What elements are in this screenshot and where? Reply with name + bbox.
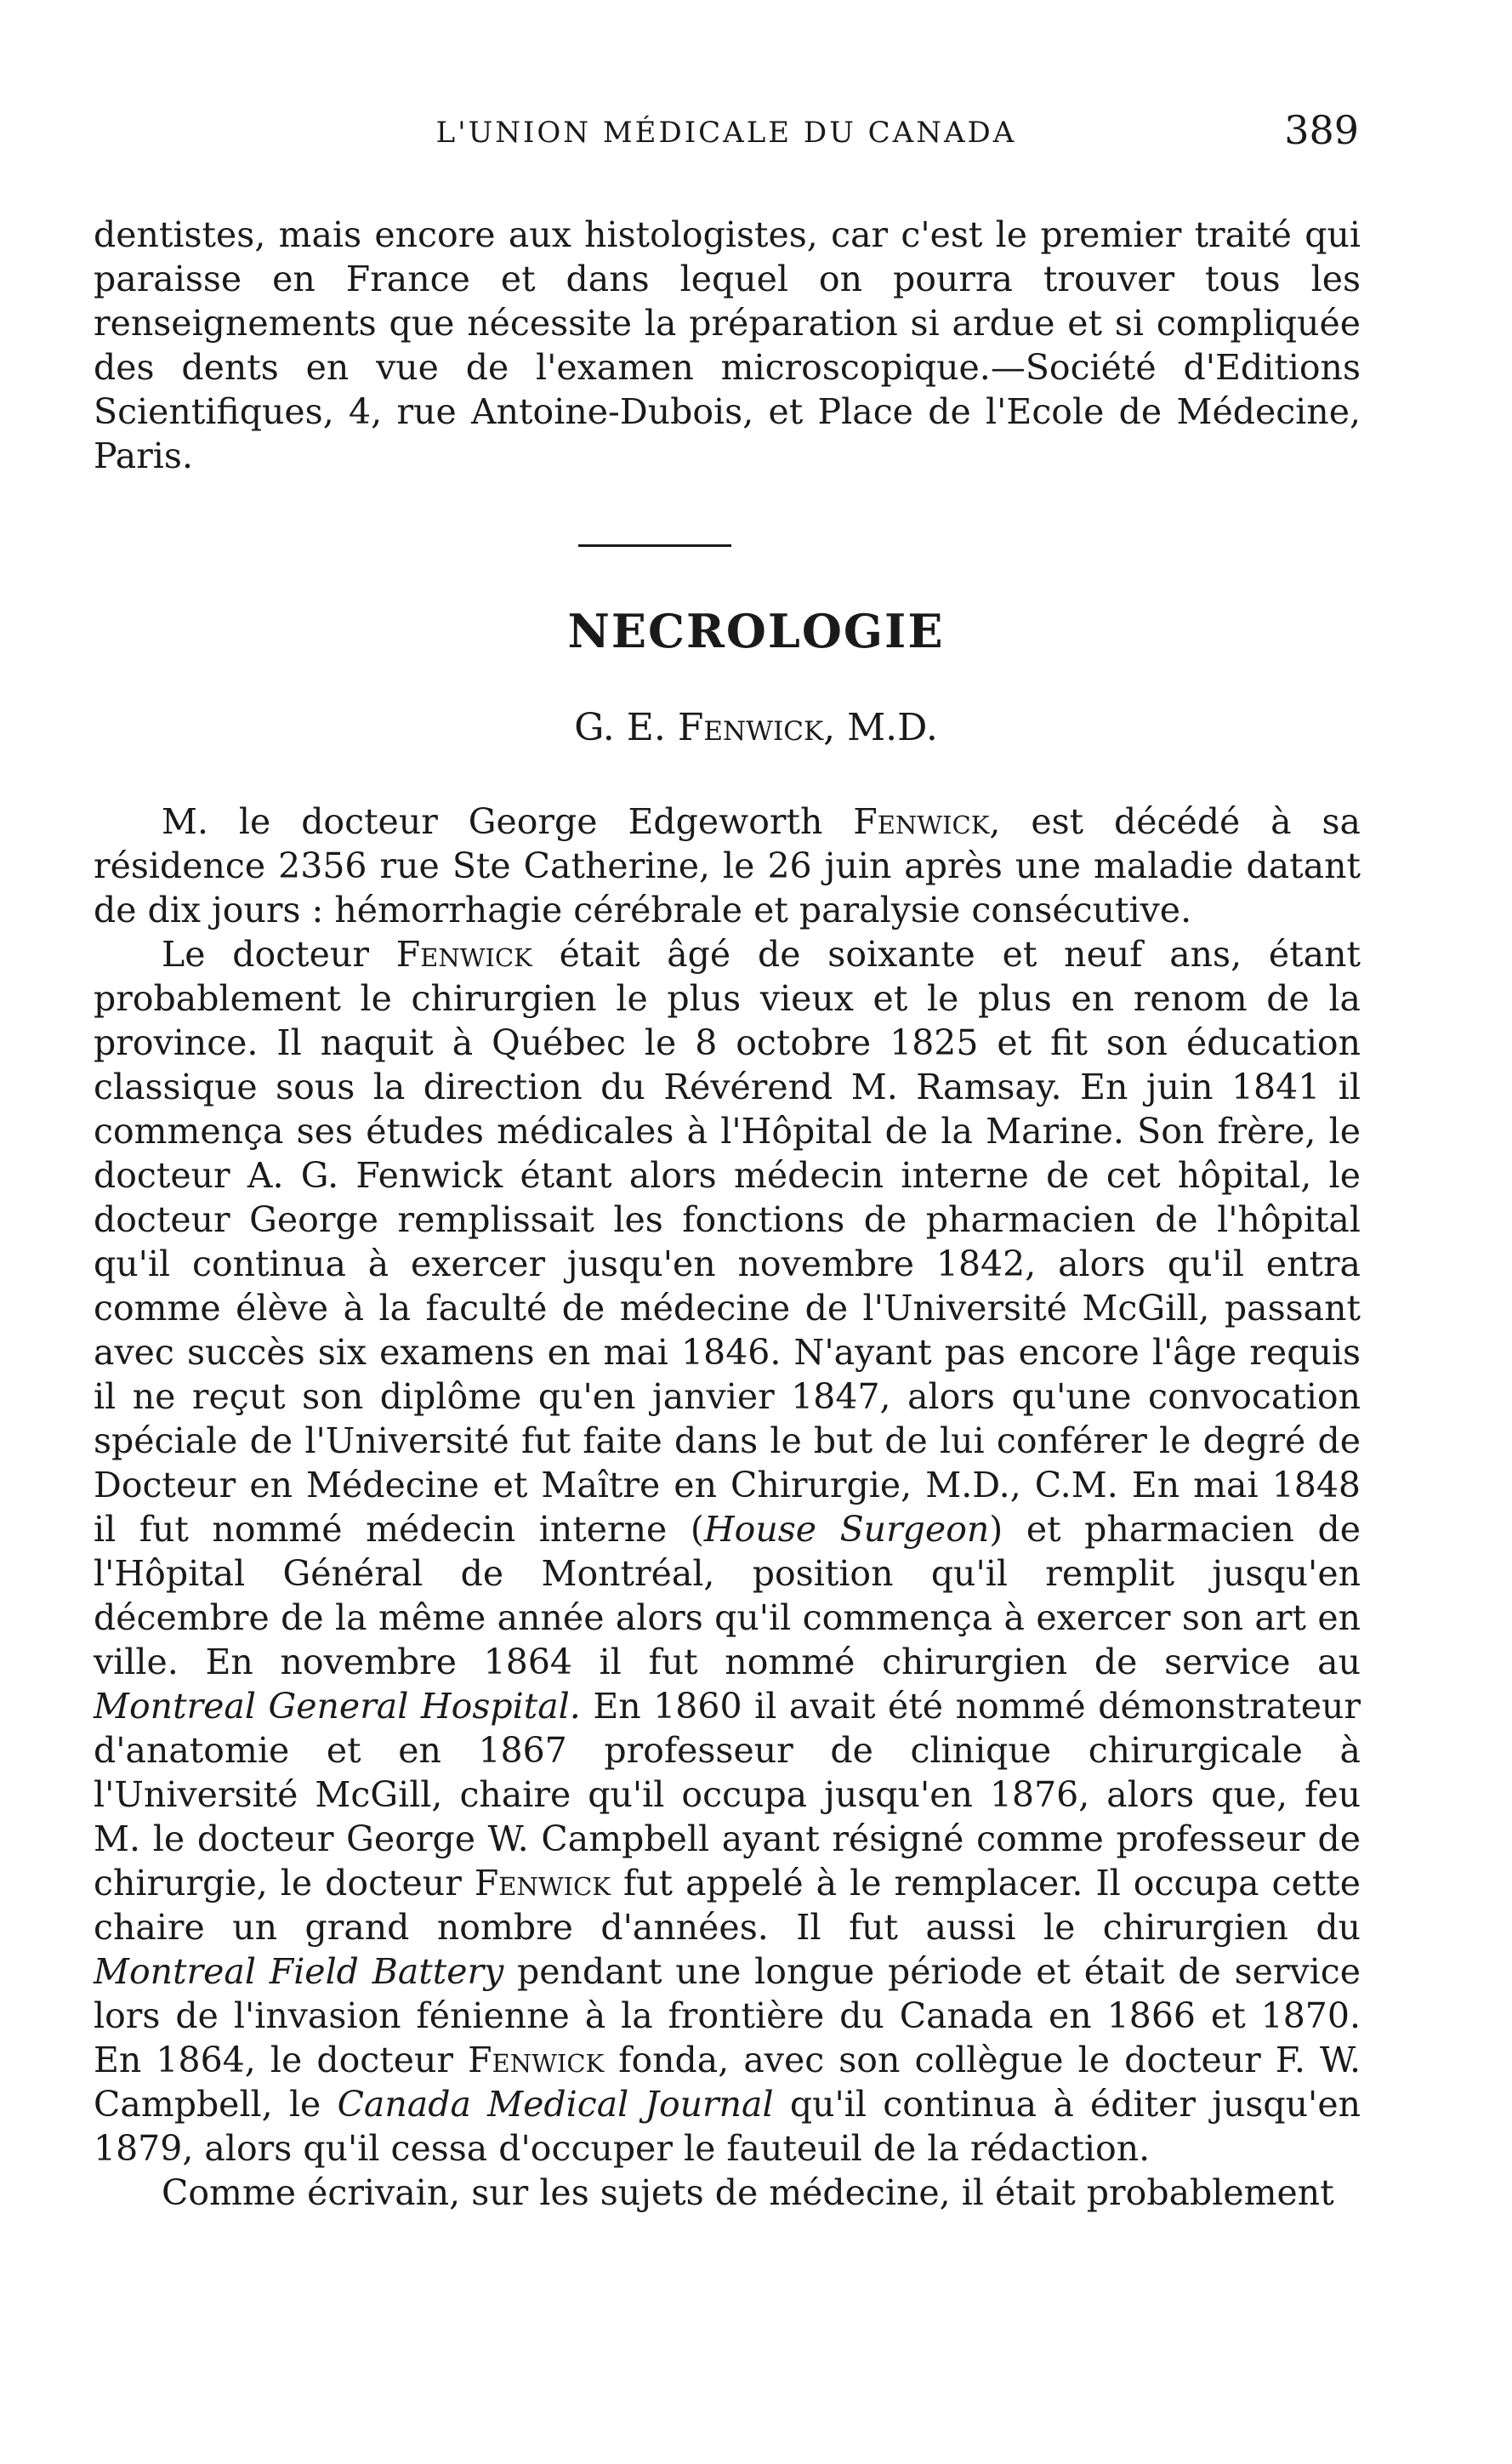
section-divider: [578, 544, 731, 547]
p2-italic-3: Montreal Field Battery: [94, 1951, 504, 1992]
p2-text-c: ) et pharmacien de l'Hôpital Général de Montréal, position qu'il remplit jusqu'en décembre de la même année alors qu'il commença à exercer son art en ville. En novembre 1864 il fut nommé chirurgien de service au: [94, 1509, 1361, 1682]
section-title: NECROLOGIE: [567, 604, 945, 658]
p2-italic-4: Canada Medical Journal: [337, 2084, 774, 2125]
intro-paragraph-block: [94, 213, 1361, 478]
p2-text-h: qu'il continua à éditer jusqu'en 1879, alors qu'il cessa d'occuper le fauteuil de la rédaction.: [94, 2084, 1361, 2169]
p2-name-1: Fenwick: [395, 934, 532, 975]
obituary-subject: G. E. Fenwick, M.D.: [574, 706, 938, 749]
p2-name-2: Fenwick: [474, 1863, 611, 1903]
p1-text-a: M. le docteur George Edgeworth: [162, 801, 854, 842]
p1-text-b: , est décédé à sa résidence 2356 rue Ste Catherine, le 26 juin après une maladie datant de dix jours : hémorrhagie cérébrale et paralysie consécutive.: [94, 801, 1361, 930]
obituary-paragraph-1: [94, 800, 1361, 932]
obituary-paragraph-2: [94, 932, 1361, 2171]
page-number: 389: [1284, 107, 1359, 153]
intro-paragraph: dentistes, mais encore aux histologistes, car c'est le premier traité qui paraisse en France et dans lequel on pourra trouver tous les renseignements que nécessite la préparation si ardue et si compliquée des dents en vue de l'examen microscopique.—Société d'Editions Scientifiques, 4, rue Antoine-Dubois, et Place de l'Ecole de Médecine, Paris.: [94, 214, 1361, 476]
p2-italic-2: Montreal General Hospital.: [94, 1686, 581, 1727]
p1-name: Fenwick: [853, 801, 990, 842]
obituary-body: [94, 800, 1361, 2215]
running-head: [94, 107, 1359, 167]
p2-text-e: fut appelé à le remplacer. Il occupa cette chaire un grand nombre d'années. Il fut aussi le chirurgien du: [94, 1863, 1361, 1948]
p2-name-3: Fenwick: [468, 2040, 605, 2080]
p2-text-f: pendant une longue période et était de service lors de l'invasion fénienne à la frontière du Canada en 1866 et 1870. En 1864, le docteur: [94, 1951, 1361, 2080]
running-title: L'UNION MÉDICALE DU CANADA: [435, 116, 1017, 150]
p2-text-b: était âgé de soixante et neuf ans, étant probablement le chirurgien le plus vieux et le plus en renom de la province. Il naquit à Québec le 8 octobre 1825 et fit son éducation classique sous la direction du Révérend M. Ramsay. En juin 1841 il commença ses études médicales à l'Hôpital de la Marine. Son frère, le docteur A. G. Fenwick étant alors médecin interne de cet hôpital, le docteur George remplissait les fonctions de pharmacien de l'hôpital qu'il continua à exercer jusqu'en novembre 1842, alors qu'il entra comme élève à la faculté de médecine de l'Université McGill, passant avec succès six examens en mai 1846. N'ayant pas encore l'âge requis il ne reçut son diplôme qu'en janvier 1847, alors qu'une convocation spéciale de l'Université fut faite dans le but de lui conférer le degré de Docteur en Médecine et Maître en Chirurgie, M.D., C.M. En mai 1848 il fut nommé médecin interne (: [94, 934, 1361, 1550]
p2-text-g: fonda, avec son collègue le docteur F. W. Campbell, le: [94, 2040, 1361, 2125]
p2-italic-1: House Surgeon: [703, 1509, 990, 1550]
p2-text-d: En 1860 il avait été nommé démonstrateur d'anatomie et en 1867 professeur de clinique chirurgicale à l'Université McGill, chaire qu'il occupa jusqu'en 1876, alors que, feu M. le docteur George W. Campbell ayant résigné comme professeur de chirurgie, le docteur: [94, 1686, 1361, 1903]
p2-text-a: Le docteur: [162, 934, 396, 975]
obituary-paragraph-3: Comme écrivain, sur les sujets de médecine, il était probablement: [162, 2172, 1334, 2213]
